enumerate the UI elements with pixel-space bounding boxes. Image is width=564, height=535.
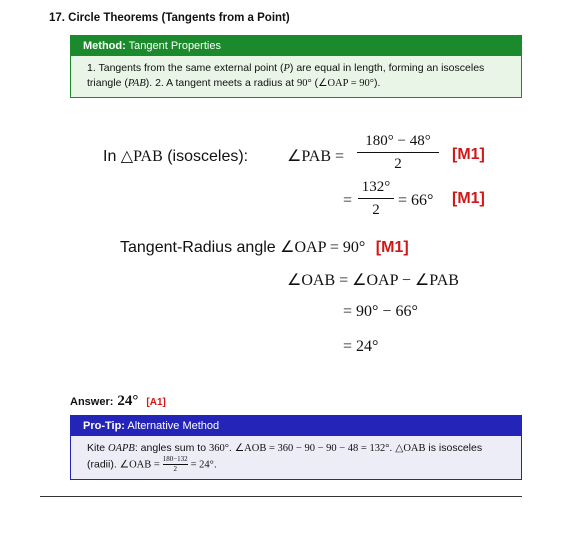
pro-tip-heading: Alternative Method	[127, 420, 220, 432]
tip-text: : angles sum to	[134, 442, 209, 454]
math-result: = 24°	[190, 459, 214, 471]
pro-tip-label: Pro-Tip:	[83, 420, 125, 432]
math-angle-oap: ∠OAP = 90°	[280, 239, 366, 256]
math-kite: OAPB	[108, 443, 135, 454]
math-triangle: △PAB	[120, 148, 163, 165]
fraction-numerator: 180−132	[162, 455, 188, 463]
pro-tip-header	[71, 416, 521, 436]
fraction-132-over-2	[358, 178, 394, 219]
mark-m1: [M1]	[452, 190, 485, 207]
question-title: 17. Circle Theorems (Tangents from a Point)	[49, 12, 290, 24]
pro-tip-body	[71, 436, 521, 479]
tip-text: .	[389, 442, 396, 454]
fraction-numerator: 132°	[361, 179, 391, 195]
fraction-bar	[357, 152, 439, 153]
pro-tip-box	[70, 415, 522, 480]
divider-line	[40, 496, 522, 497]
method-text: ) are equal in length, forming an isosceles triangle (	[87, 62, 485, 89]
working-line-1	[103, 146, 248, 166]
fraction-denominator: 2	[372, 202, 380, 218]
math-point-p: P	[283, 63, 290, 74]
working-text: In	[103, 148, 117, 165]
method-box	[70, 35, 522, 98]
method-box-body	[71, 56, 521, 97]
fraction-denominator: 2	[173, 465, 177, 473]
math-angle-pab-lhs: ∠PAB =	[287, 148, 345, 165]
math-angle-aob: ∠AOB = 360 − 90 − 90 − 48 = 132°	[234, 443, 390, 454]
answer-value: 24°	[117, 393, 139, 409]
tip-text: .	[228, 442, 235, 454]
working-line-3	[120, 237, 409, 257]
method-heading: Tangent Properties	[128, 40, 221, 52]
small-fraction	[163, 456, 188, 473]
method-label: Method:	[83, 40, 126, 52]
working-text: Tangent-Radius angle	[120, 239, 276, 256]
answer-label: Answer:	[70, 396, 114, 408]
tip-text: Kite	[87, 442, 109, 454]
fraction-180-minus-48	[357, 132, 439, 173]
math-90-minus-66: = 90° − 66°	[343, 303, 418, 320]
method-box-header	[71, 36, 521, 56]
mark-m1: [M1]	[375, 239, 409, 256]
tip-text: .	[213, 458, 217, 471]
answer-line	[70, 393, 166, 410]
mark-a1: [A1]	[146, 397, 166, 408]
fraction-bar	[358, 198, 394, 199]
fraction-denominator: 2	[394, 156, 402, 172]
method-text: (	[311, 77, 319, 89]
math-result-24: = 24°	[343, 338, 379, 355]
equals-sign: =	[343, 192, 353, 209]
math-triangle-pab: PAB	[127, 78, 146, 89]
method-text: ).	[373, 77, 381, 89]
math-triangle-oab: △OAB	[395, 443, 426, 454]
result-66-degrees: = 66°	[398, 192, 434, 209]
math-angle-oab-expression: ∠OAB = ∠OAP − ∠PAB	[287, 272, 459, 289]
method-text: 1. Tangents from the same external point (	[87, 62, 284, 74]
method-text: ). 2. A tangent meets a radius at	[145, 77, 297, 89]
math-90-degrees: 90°	[296, 78, 312, 89]
math-angle-oab: ∠OAB =	[119, 459, 160, 471]
math-360: 360°	[208, 443, 229, 454]
mark-m1: [M1]	[452, 146, 485, 163]
tip-text: is isosceles (radii).	[87, 442, 483, 471]
math-angle-oap: ∠OAP = 90°	[318, 78, 374, 89]
fraction-numerator: 180° − 48°	[365, 133, 431, 149]
working-text: (isosceles):	[167, 148, 249, 165]
